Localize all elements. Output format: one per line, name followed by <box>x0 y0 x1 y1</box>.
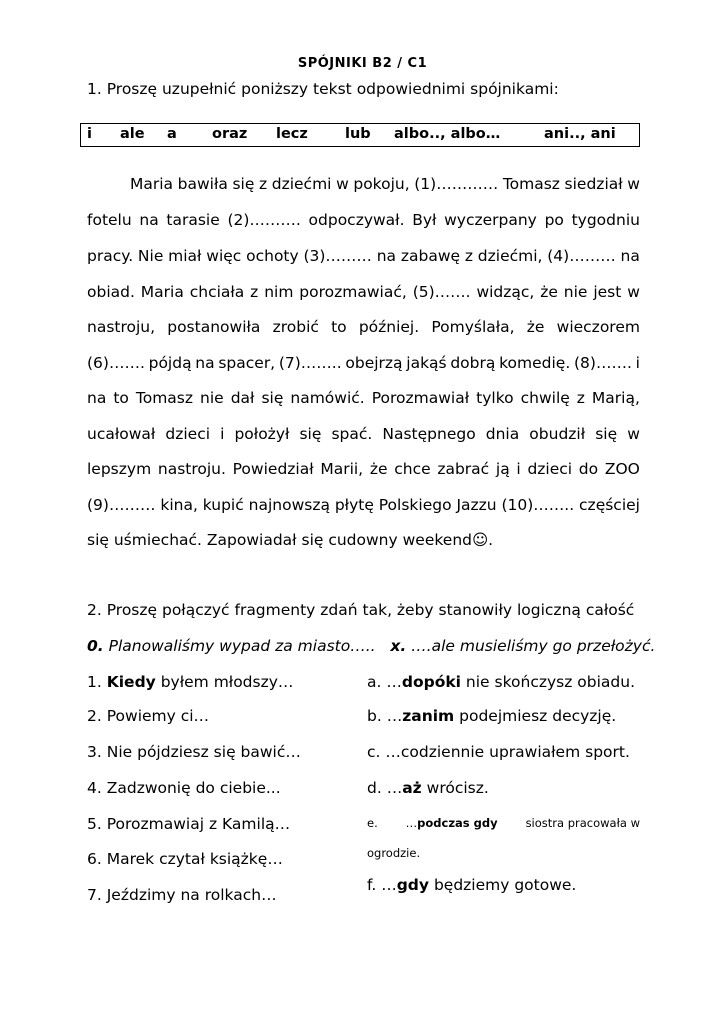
sentence-start: 4. Zadzwonię do ciebie... <box>87 779 281 797</box>
exercise2-instruction: 2. Proszę połączyć fragmenty zdań tak, żeby stanowiły logiczną całość <box>87 601 635 619</box>
text-line <box>87 354 640 372</box>
sentence-end: a. …dopóki nie skończysz obiadu. <box>367 673 636 691</box>
word: chwilę <box>520 389 570 407</box>
word: na <box>620 247 640 265</box>
word: dzieci <box>527 460 573 478</box>
word: odpoczywał. <box>308 211 405 229</box>
conjunction-word-bank <box>80 123 640 147</box>
word: że <box>540 283 558 301</box>
word: chce <box>394 460 431 478</box>
word: (4)……… <box>547 247 616 265</box>
word: częściej <box>579 496 640 514</box>
word: to <box>113 389 129 407</box>
word: tarasie <box>166 211 220 229</box>
word: (9)……… <box>87 496 156 514</box>
word: pójdą <box>148 354 192 372</box>
word: i <box>635 354 640 372</box>
word: dał <box>230 389 255 407</box>
word: (10)…….. <box>501 496 575 514</box>
word: obudził <box>529 425 586 443</box>
word: chciała <box>189 283 245 301</box>
word-bank-item: i <box>87 126 92 142</box>
word: spacer, <box>218 354 276 372</box>
word: Następnego <box>382 425 476 443</box>
word: z <box>250 283 259 301</box>
word: porozmawiać, <box>299 283 407 301</box>
word: na <box>195 354 215 372</box>
word: Marii, <box>320 460 364 478</box>
text-line <box>87 389 640 407</box>
example-left: Planowaliśmy wypad za miasto….. <box>108 637 376 655</box>
word: w <box>336 175 349 193</box>
word: Nie <box>137 247 164 265</box>
word: płytę <box>334 496 374 514</box>
word: Jazzu <box>456 496 497 514</box>
word-bank-item: ale <box>120 126 145 142</box>
word: pracy. <box>87 247 134 265</box>
word: Pomyślała, <box>431 318 515 336</box>
word: obiad. <box>87 283 135 301</box>
word: zabawę <box>400 247 461 265</box>
word: pokoju, <box>353 175 410 193</box>
word: Maria <box>140 283 184 301</box>
word: tygodniu <box>571 211 640 229</box>
exercise2-example <box>87 637 655 655</box>
word-bank-item: a <box>167 126 177 142</box>
word: zabrać <box>437 460 490 478</box>
word: dziećmi, <box>477 247 543 265</box>
word: się <box>232 175 255 193</box>
word: widząc, <box>476 283 535 301</box>
word: dobrą <box>450 354 496 372</box>
word: (8)……. <box>573 354 632 372</box>
word: nie <box>563 283 588 301</box>
word: więc <box>206 247 242 265</box>
word: się <box>595 425 618 443</box>
sentence-end: e. …podczas gdy siostra pracowała w <box>367 816 640 830</box>
word: Tomasz <box>135 389 194 407</box>
word: siedział <box>564 175 623 193</box>
word: zrobić <box>272 318 319 336</box>
word: i <box>516 460 521 478</box>
text-line <box>87 247 640 265</box>
word: z <box>464 247 473 265</box>
text-line <box>87 318 640 336</box>
word: fotelu <box>87 211 132 229</box>
word-bank-item: oraz <box>212 126 248 142</box>
word: (5)……. <box>412 283 471 301</box>
word: (7)…….. <box>278 354 342 372</box>
word: na <box>376 247 397 265</box>
word: i <box>220 425 225 443</box>
text-line <box>87 211 640 229</box>
word: nie <box>200 389 224 407</box>
sentence-start: 1. Kiedy byłem młodszy… <box>87 673 294 691</box>
word: do <box>578 460 599 478</box>
word: wyczerpany <box>444 211 537 229</box>
word: się <box>299 425 322 443</box>
word: (1)………… <box>414 175 499 193</box>
sentence-start: 3. Nie pójdziesz się bawić… <box>87 743 301 761</box>
text-line: się uśmiechać. Zapowiadał się cudowny weekend☺. <box>87 531 494 549</box>
sentence-start: 7. Jeździmy na rolkach… <box>87 886 277 904</box>
word: kupić <box>202 496 244 514</box>
page-title: SPÓJNIKI B2 / C1 <box>297 56 428 71</box>
word: w <box>627 425 640 443</box>
word: Był <box>412 211 437 229</box>
sentence-end-continuation: ogrodzie. <box>367 846 421 860</box>
word: z <box>576 389 585 407</box>
word: kina, <box>160 496 198 514</box>
sentence-end: b. …zanim podejmiesz decyzję. <box>367 707 617 725</box>
text-line <box>87 425 640 443</box>
word: Powiedział <box>232 460 314 478</box>
sentence-start: 2. Powiemy ci… <box>87 707 210 725</box>
example-number: 0. <box>87 637 104 655</box>
word: że <box>526 318 545 336</box>
word: że <box>369 460 388 478</box>
word: (3)……… <box>303 247 372 265</box>
word-bank-item: lecz <box>276 126 308 142</box>
word: komedię. <box>499 354 571 372</box>
word: jest <box>593 283 622 301</box>
example-marker: x. <box>390 637 407 655</box>
word: później. <box>358 318 420 336</box>
word: dziećmi <box>271 175 332 193</box>
sentence-start: 5. Porozmawiaj z Kamilą… <box>87 815 291 833</box>
word: Maria <box>130 175 174 193</box>
word: na <box>87 389 107 407</box>
word-bank-item: ani.., ani <box>544 126 616 142</box>
word: Marią, <box>591 389 640 407</box>
word: ochoty <box>246 247 299 265</box>
text-line <box>87 496 640 514</box>
word-bank-item: albo.., albo… <box>394 126 501 142</box>
word: położył <box>234 425 290 443</box>
word: w <box>627 283 640 301</box>
word: postanowiła <box>167 318 261 336</box>
word: dnia <box>485 425 520 443</box>
word: w <box>627 175 640 193</box>
word: ZOO <box>604 460 640 478</box>
word: nastroju. <box>157 460 226 478</box>
word: się <box>261 389 284 407</box>
word: miał <box>168 247 202 265</box>
text-line <box>87 283 640 301</box>
word: nim <box>264 283 294 301</box>
word: ucałował <box>87 425 156 443</box>
word: jakąś <box>406 354 447 372</box>
sentence-end: c. …codziennie uprawiałem sport. <box>367 743 630 761</box>
word: tylko <box>476 389 514 407</box>
word: Polskiego <box>378 496 452 514</box>
sentence-end: f. …gdy będziemy gotowe. <box>367 876 577 894</box>
word: Porozmawiał <box>371 389 470 407</box>
word: (6)……. <box>87 354 145 372</box>
word: najnowszą <box>248 496 330 514</box>
example-right: ….ale musieliśmy go przełożyć. <box>411 637 656 655</box>
word: wieczorem <box>556 318 640 336</box>
word: spać. <box>331 425 373 443</box>
exercise1-instruction: 1. Proszę uzupełnić poniższy tekst odpowiednimi spójnikami: <box>87 80 559 98</box>
sentence-end: d. …aż wrócisz. <box>367 779 489 797</box>
sentence-start: 6. Marek czytał książkę… <box>87 850 283 868</box>
word: nastroju, <box>87 318 156 336</box>
text-line <box>87 460 640 478</box>
word: po <box>544 211 564 229</box>
word: to <box>331 318 347 336</box>
text-line <box>130 175 640 193</box>
word: obejrzą <box>345 354 403 372</box>
word-bank-item: lub <box>345 126 371 142</box>
word: (2)………. <box>227 211 301 229</box>
word: ją <box>495 460 510 478</box>
word: lepszym <box>87 460 152 478</box>
word: bawiła <box>177 175 228 193</box>
word: namówić. <box>290 389 365 407</box>
word: na <box>139 211 159 229</box>
word: Tomasz <box>502 175 560 193</box>
word: z <box>259 175 268 193</box>
word: dzieci <box>165 425 211 443</box>
